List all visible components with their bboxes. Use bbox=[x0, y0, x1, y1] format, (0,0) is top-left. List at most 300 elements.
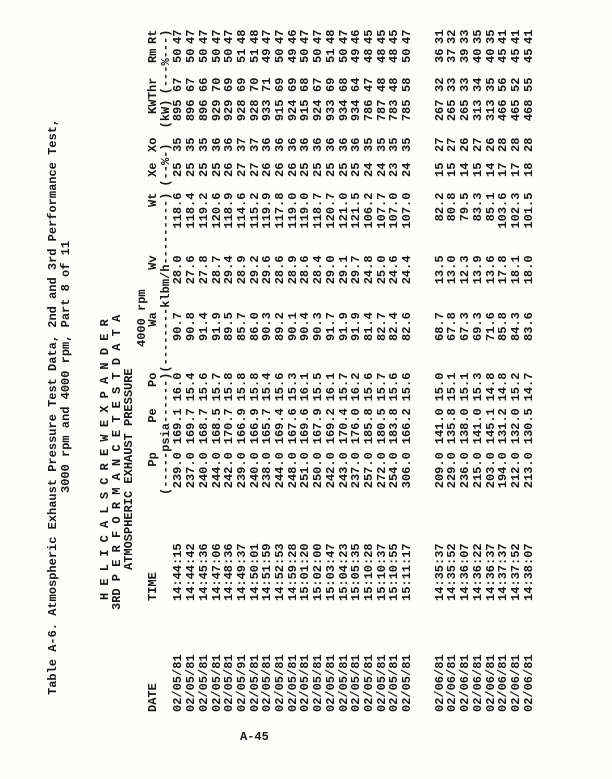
cell: 168.7 bbox=[196, 408, 211, 445]
cell: 70 bbox=[209, 77, 224, 92]
cell: 170.7 bbox=[222, 408, 237, 445]
table-row bbox=[401, 30, 414, 712]
cell: 15.3 bbox=[285, 372, 300, 402]
cell: 25 bbox=[349, 162, 364, 177]
cell: 26 bbox=[483, 137, 498, 152]
table-row bbox=[485, 30, 498, 712]
cell: 229.0 bbox=[445, 452, 460, 489]
cell: 786 bbox=[361, 99, 376, 122]
cell: 141.0 bbox=[432, 408, 447, 445]
report-header-line3: ATMOSPHERIC EXHAUST PRESSURE bbox=[122, 368, 136, 570]
cell: 13.0 bbox=[445, 255, 460, 285]
cell: 82.2 bbox=[432, 192, 447, 222]
cell: 15.0 bbox=[432, 372, 447, 402]
cell: 166.9 bbox=[234, 408, 249, 445]
cell: 91.4 bbox=[196, 312, 211, 341]
cell: 02/05/81 bbox=[196, 654, 211, 712]
cell: 69 bbox=[234, 77, 249, 92]
cell: 15:03:47 bbox=[323, 543, 338, 601]
cell: 239.0 bbox=[234, 452, 249, 489]
cell: 67.3 bbox=[458, 312, 473, 341]
cell: 36 bbox=[349, 137, 364, 152]
table-row bbox=[472, 30, 485, 712]
cell: 120.7 bbox=[323, 192, 338, 229]
cell: 48 bbox=[374, 48, 389, 63]
cell: 272.0 bbox=[374, 452, 389, 489]
table-row bbox=[185, 30, 198, 712]
cell: 02/05/81 bbox=[222, 654, 237, 712]
cell: 35 bbox=[483, 77, 498, 92]
cell: 15.8 bbox=[234, 372, 249, 402]
cell: 28 bbox=[508, 137, 523, 152]
cell: 24.8 bbox=[361, 255, 376, 285]
cell: 85.8 bbox=[496, 312, 511, 341]
cell: 15 bbox=[432, 162, 447, 177]
cell: 169.7 bbox=[184, 408, 199, 445]
cell: 91.9 bbox=[209, 312, 224, 341]
cell: 02/05/81 bbox=[247, 654, 262, 712]
cell: 267 bbox=[432, 99, 447, 122]
cell: 239.0 bbox=[171, 452, 186, 489]
cell: 14:35:37 bbox=[432, 543, 447, 601]
cell: 14:47:06 bbox=[209, 543, 224, 601]
cell: 103.6 bbox=[496, 192, 511, 229]
cell: 25 bbox=[311, 162, 326, 177]
cell: 895 bbox=[171, 99, 186, 122]
cell: 35 bbox=[400, 137, 415, 152]
cell: 69 bbox=[285, 77, 300, 92]
table-row bbox=[249, 30, 262, 712]
cell: 36 bbox=[209, 137, 224, 152]
block-spacer bbox=[414, 30, 434, 712]
units-percent-r: (---%---) bbox=[158, 29, 173, 95]
report-header-line1: H E L I C A L S C R E W E X P A N D E R bbox=[98, 319, 112, 600]
cell: 145.1 bbox=[483, 408, 498, 445]
cell: 167.6 bbox=[285, 408, 300, 445]
cell: 130.5 bbox=[521, 408, 536, 445]
report-header-line2: 3RD P E R F O R M A N C E T E S T D A T A bbox=[110, 314, 124, 610]
cell: 50 bbox=[298, 48, 313, 63]
cell: 15:11:17 bbox=[400, 543, 415, 601]
cell: 15:04:23 bbox=[336, 543, 351, 601]
cell: 36 bbox=[285, 137, 300, 152]
cell: 12.3 bbox=[458, 255, 473, 285]
cell: 02/05/81 bbox=[260, 654, 275, 712]
cell: 26 bbox=[222, 162, 237, 177]
cell: 468 bbox=[521, 99, 536, 122]
cell: 47 bbox=[209, 29, 224, 44]
table-row bbox=[261, 30, 274, 712]
cell: 121.5 bbox=[349, 192, 364, 229]
cell: 47 bbox=[400, 29, 415, 44]
column-header: Pe bbox=[146, 408, 160, 423]
cell: 236.0 bbox=[458, 452, 473, 489]
cell: 33 bbox=[458, 77, 473, 92]
cell: 47 bbox=[273, 29, 288, 44]
cell: 15.3 bbox=[470, 372, 485, 402]
cell: 28.6 bbox=[273, 255, 288, 285]
cell: 45 bbox=[374, 29, 389, 44]
cell: 14:44:42 bbox=[184, 543, 199, 601]
cell: 15.1 bbox=[458, 372, 473, 402]
cell: 28.9 bbox=[234, 255, 249, 285]
cell: 244.0 bbox=[273, 452, 288, 489]
cell: 86.0 bbox=[247, 312, 262, 341]
cell: 36 bbox=[336, 137, 351, 152]
cell: 35 bbox=[387, 137, 402, 152]
cell: 120.6 bbox=[209, 192, 224, 229]
cell: 107.0 bbox=[400, 192, 415, 229]
cell: 40 bbox=[470, 48, 485, 63]
cell: 176.0 bbox=[349, 408, 364, 445]
cell: 23 bbox=[387, 162, 402, 177]
table-row bbox=[211, 30, 224, 712]
cell: 14:44:15 bbox=[171, 543, 186, 601]
cell: 84.3 bbox=[508, 312, 523, 341]
table-row bbox=[274, 30, 287, 712]
cell: 29.1 bbox=[336, 255, 351, 285]
cell: 02/05/81 bbox=[336, 654, 351, 712]
cell: 114.6 bbox=[234, 192, 249, 229]
data-table bbox=[147, 30, 535, 712]
cell: 51 bbox=[247, 48, 262, 63]
cell: 14.8 bbox=[483, 372, 498, 402]
cell: 36 bbox=[273, 137, 288, 152]
cell: 49 bbox=[260, 48, 275, 63]
cell: 46 bbox=[285, 29, 300, 44]
cell: 169.4 bbox=[273, 408, 288, 445]
cell: 27 bbox=[234, 162, 249, 177]
cell: 39 bbox=[458, 48, 473, 63]
cell: 169.6 bbox=[298, 408, 313, 445]
cell: 26 bbox=[260, 162, 275, 177]
cell: 89.5 bbox=[222, 312, 237, 341]
table-row bbox=[497, 30, 510, 712]
cell: 17.8 bbox=[496, 255, 511, 285]
cell: 26 bbox=[273, 162, 288, 177]
cell: 265 bbox=[458, 99, 473, 122]
cell: 36 bbox=[432, 48, 447, 63]
cell: 194.0 bbox=[496, 452, 511, 489]
column-header: Thr bbox=[146, 77, 160, 100]
cell: 169.1 bbox=[171, 408, 186, 445]
table-row bbox=[338, 30, 351, 712]
cell: 90.3 bbox=[311, 312, 326, 341]
cell: 29.0 bbox=[323, 255, 338, 285]
cell: 14 bbox=[483, 162, 498, 177]
cell: 15.6 bbox=[361, 372, 376, 402]
cell: 785 bbox=[400, 99, 415, 122]
table-row bbox=[376, 30, 389, 712]
column-header: TIME bbox=[146, 572, 160, 601]
cell: 313 bbox=[470, 99, 485, 122]
table-caption-line2: 3000 rpm and 4000 rpm, Part 8 of 11 bbox=[59, 240, 73, 493]
cell: 35 bbox=[361, 137, 376, 152]
cell: 215.0 bbox=[470, 452, 485, 489]
cell: 107.0 bbox=[387, 192, 402, 229]
table-row bbox=[325, 30, 338, 712]
cell: 26 bbox=[285, 162, 300, 177]
cell: 48 bbox=[387, 77, 402, 92]
units-row bbox=[160, 30, 173, 712]
cell: 896 bbox=[196, 99, 211, 122]
cell: 14:45:36 bbox=[196, 543, 211, 601]
cell: 28.0 bbox=[171, 255, 186, 285]
cell: 48 bbox=[234, 29, 249, 44]
cell: 14:50:01 bbox=[247, 543, 262, 601]
cell: 36 bbox=[222, 137, 237, 152]
table-row bbox=[287, 30, 300, 712]
cell: 79.5 bbox=[458, 192, 473, 222]
table-row bbox=[510, 30, 523, 712]
rpm-label: 4000 rpm bbox=[135, 289, 149, 347]
cell: 28 bbox=[521, 137, 536, 152]
cell: 02/05/81 bbox=[311, 654, 326, 712]
column-header: Pp bbox=[146, 452, 160, 467]
cell: 25 bbox=[336, 162, 351, 177]
column-header: Wa bbox=[146, 312, 160, 327]
cell: 929 bbox=[209, 99, 224, 122]
cell: 15:05:35 bbox=[349, 543, 364, 601]
cell: 14:48:36 bbox=[222, 543, 237, 601]
cell: 934 bbox=[349, 99, 364, 122]
table-row bbox=[388, 30, 401, 712]
cell: 70 bbox=[247, 77, 262, 92]
cell: 15:02:00 bbox=[311, 543, 326, 601]
cell: 118.9 bbox=[222, 192, 237, 229]
cell: 50 bbox=[273, 48, 288, 63]
cell: 02/05/81 bbox=[374, 654, 389, 712]
cell: 50 bbox=[311, 48, 326, 63]
column-header: Xe bbox=[146, 162, 160, 177]
cell: 02/05/81 bbox=[285, 654, 300, 712]
cell: 14.7 bbox=[521, 372, 536, 402]
cell: 28.7 bbox=[209, 255, 224, 285]
cell: 90.3 bbox=[260, 312, 275, 341]
cell: 47 bbox=[222, 29, 237, 44]
cell: 25 bbox=[184, 162, 199, 177]
cell: 36 bbox=[298, 137, 313, 152]
cell: 50 bbox=[222, 48, 237, 63]
cell: 28.6 bbox=[298, 255, 313, 285]
cell: 14:52:53 bbox=[273, 543, 288, 601]
cell: 18 bbox=[521, 162, 536, 177]
cell: 933 bbox=[323, 99, 338, 122]
cell: 83.6 bbox=[521, 312, 536, 341]
cell: 71 bbox=[260, 77, 275, 92]
table-row bbox=[236, 30, 249, 712]
cell: 41 bbox=[521, 29, 536, 44]
cell: 25 bbox=[323, 162, 338, 177]
cell: 119.2 bbox=[196, 192, 211, 229]
cell: 35 bbox=[171, 137, 186, 152]
cell: 91.9 bbox=[349, 312, 364, 341]
cell: 02/06/81 bbox=[508, 654, 523, 712]
cell: 15:10:55 bbox=[387, 543, 402, 601]
cell: 35 bbox=[470, 29, 485, 44]
cell: 47 bbox=[298, 29, 313, 44]
cell: 35 bbox=[184, 137, 199, 152]
cell: 209.0 bbox=[432, 452, 447, 489]
table-row bbox=[198, 30, 211, 712]
cell: 121.0 bbox=[336, 192, 351, 229]
cell: 13.5 bbox=[432, 255, 447, 285]
cell: 37 bbox=[247, 137, 262, 152]
cell: 50 bbox=[400, 48, 415, 63]
cell: 56 bbox=[496, 77, 511, 92]
cell: 15.6 bbox=[273, 372, 288, 402]
cell: 29.4 bbox=[222, 255, 237, 285]
cell: 14:37:52 bbox=[508, 543, 523, 601]
cell: 18.0 bbox=[521, 255, 536, 285]
cell: 02/05/81 bbox=[298, 654, 313, 712]
cell: 15:01:20 bbox=[298, 543, 313, 601]
column-header: Wt bbox=[146, 192, 160, 207]
units-psia: (-----psia------) bbox=[158, 372, 173, 495]
column-header: Wv bbox=[146, 255, 160, 270]
cell: 80.8 bbox=[445, 192, 460, 222]
cell: 90.1 bbox=[285, 312, 300, 341]
cell: 102.3 bbox=[508, 192, 523, 229]
cell: 48 bbox=[361, 48, 376, 63]
cell: 15.8 bbox=[222, 372, 237, 402]
column-header: KW bbox=[146, 99, 160, 114]
cell: 90.4 bbox=[298, 312, 313, 341]
cell: 28 bbox=[496, 137, 511, 152]
cell: 242.0 bbox=[222, 452, 237, 489]
cell: 02/05/81 bbox=[387, 654, 402, 712]
cell: 251.0 bbox=[298, 452, 313, 489]
cell: 169.2 bbox=[323, 408, 338, 445]
cell: 49 bbox=[285, 48, 300, 63]
cell: 66 bbox=[196, 77, 211, 92]
cell: 69.3 bbox=[470, 312, 485, 341]
cell: 67 bbox=[171, 77, 186, 92]
cell: 85.1 bbox=[483, 192, 498, 222]
cell: 89.2 bbox=[273, 312, 288, 341]
cell: 32 bbox=[445, 29, 460, 44]
cell: 48 bbox=[387, 48, 402, 63]
cell: 33 bbox=[445, 77, 460, 92]
cell: 83.3 bbox=[470, 192, 485, 222]
cell: 119.9 bbox=[260, 192, 275, 229]
cell: 237.0 bbox=[349, 452, 364, 489]
cell: 203.0 bbox=[483, 452, 498, 489]
cell: 15.2 bbox=[508, 372, 523, 402]
cell: 68.7 bbox=[432, 312, 447, 341]
cell: 69 bbox=[222, 77, 237, 92]
cell: 118.4 bbox=[184, 192, 199, 229]
cell: 27 bbox=[432, 137, 447, 152]
cell: 15 bbox=[445, 162, 460, 177]
cell: 929 bbox=[222, 99, 237, 122]
cell: 115.2 bbox=[247, 192, 262, 229]
table-row bbox=[459, 30, 472, 712]
cell: 257.0 bbox=[361, 452, 376, 489]
cell: 46 bbox=[349, 29, 364, 44]
cell: 48 bbox=[323, 29, 338, 44]
cell: 117.8 bbox=[273, 192, 288, 229]
cell: 02/05/81 bbox=[349, 654, 364, 712]
table-row bbox=[172, 30, 185, 712]
page-number: A-45 bbox=[240, 730, 269, 744]
cell: 02/06/81 bbox=[445, 654, 460, 712]
cell: 14:59:28 bbox=[285, 543, 300, 601]
cell: 240.0 bbox=[196, 452, 211, 489]
cell: 29.6 bbox=[260, 255, 275, 285]
cell: 183.8 bbox=[387, 408, 402, 445]
cell: 118.7 bbox=[311, 192, 326, 229]
cell: 51 bbox=[234, 48, 249, 63]
cell: 55 bbox=[521, 77, 536, 92]
cell: 41 bbox=[496, 29, 511, 44]
cell: 50 bbox=[171, 48, 186, 63]
cell: 02/05/81 bbox=[361, 654, 376, 712]
cell: 243.0 bbox=[336, 452, 351, 489]
cell: 14:37:37 bbox=[496, 543, 511, 601]
cell: 02/06/81 bbox=[458, 654, 473, 712]
cell: 15.4 bbox=[260, 372, 275, 402]
cell: 313 bbox=[483, 99, 498, 122]
cell: 141.0 bbox=[470, 408, 485, 445]
cell: 64 bbox=[349, 77, 364, 92]
cell: 02/05/81 bbox=[184, 654, 199, 712]
cell: 47 bbox=[311, 29, 326, 44]
cell: 915 bbox=[298, 99, 313, 122]
cell: 47 bbox=[336, 29, 351, 44]
cell: 15.6 bbox=[387, 372, 402, 402]
cell: 14.8 bbox=[496, 372, 511, 402]
cell: 33 bbox=[458, 29, 473, 44]
cell: 35 bbox=[196, 137, 211, 152]
cell: 81.4 bbox=[361, 312, 376, 341]
cell: 02/05/81 bbox=[273, 654, 288, 712]
cell: 02/06/81 bbox=[496, 654, 511, 712]
cell: 107.7 bbox=[374, 192, 389, 229]
cell: 82.6 bbox=[400, 312, 415, 341]
cell: 17 bbox=[508, 162, 523, 177]
cell: 896 bbox=[184, 99, 199, 122]
cell: 69 bbox=[273, 77, 288, 92]
cell: 29.2 bbox=[247, 255, 262, 285]
cell: 15.1 bbox=[445, 372, 460, 402]
cell: 02/05/81 bbox=[209, 654, 224, 712]
cell: 118.6 bbox=[171, 192, 186, 229]
cell: 40 bbox=[483, 48, 498, 63]
units-percent-x: (--%-) bbox=[158, 143, 173, 187]
cell: 934 bbox=[336, 99, 351, 122]
cell: 248.0 bbox=[285, 452, 300, 489]
cell: 16.0 bbox=[171, 372, 186, 402]
cell: 27 bbox=[470, 137, 485, 152]
cell: 119.0 bbox=[285, 192, 300, 229]
cell: 15.8 bbox=[247, 372, 262, 402]
cell: 933 bbox=[260, 99, 275, 122]
cell: 15.7 bbox=[336, 372, 351, 402]
cell: 238.0 bbox=[260, 452, 275, 489]
cell: 466 bbox=[496, 99, 511, 122]
cell: 106.2 bbox=[361, 192, 376, 229]
cell: 131.2 bbox=[496, 408, 511, 445]
cell: 47 bbox=[196, 29, 211, 44]
cell: 67.8 bbox=[445, 312, 460, 341]
cell: 47 bbox=[171, 29, 186, 44]
cell: 45 bbox=[496, 48, 511, 63]
column-header: Xo bbox=[146, 137, 160, 152]
cell: 138.0 bbox=[458, 408, 473, 445]
cell: 02/06/81 bbox=[521, 654, 536, 712]
cell: 50 bbox=[196, 48, 211, 63]
